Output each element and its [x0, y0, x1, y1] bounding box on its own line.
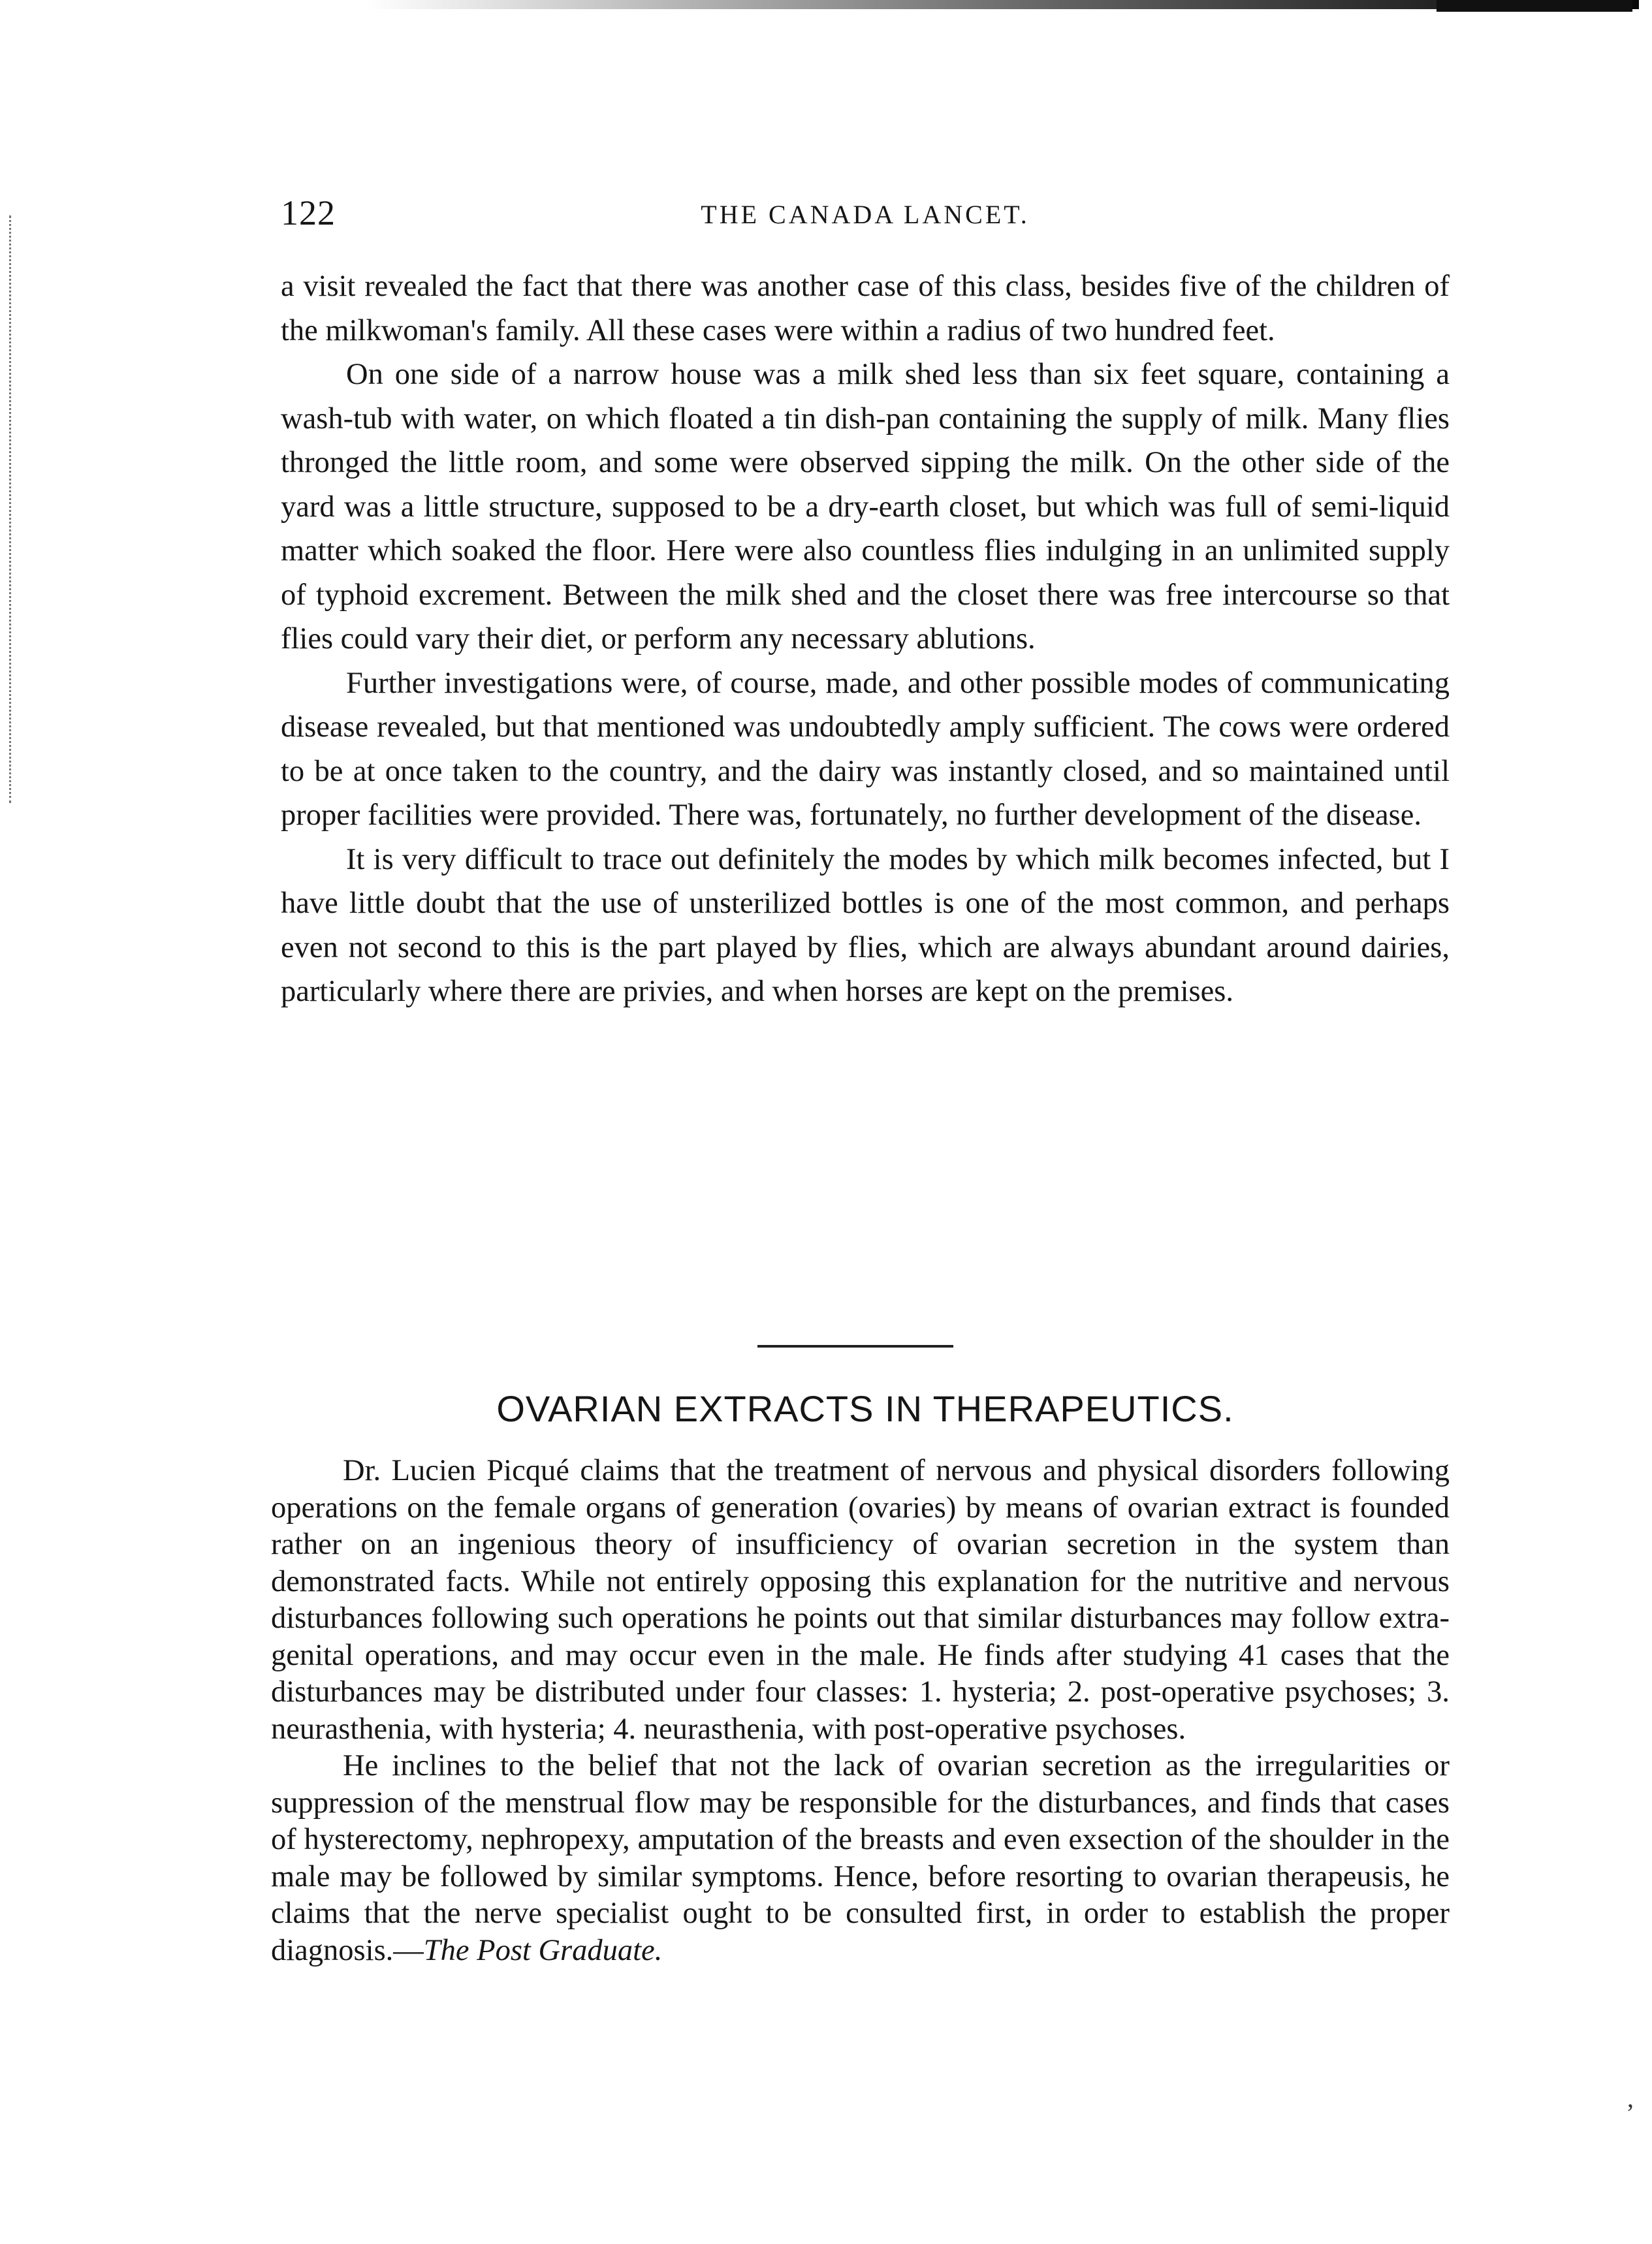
article-title: OVARIAN EXTRACTS IN THERAPEUTICS. [496, 1388, 1234, 1429]
article-ovarian-paragraph-1: Dr. Lucien Picqué claims that the treatment of nervous and physical disorders following operations on the female organs of generation (ovaries) by means of ovarian extract is founded rather on an ingenious theory of insufficiency of ovarian secretion in the system than demonstrated facts. While not entirely opposing this explanation for the nutritive and nervous disturbances following such operations he points out that similar disturbances may follow extra-genital operations, and may occur even in the male. He finds after studying 41 cases that the disturbances may be distributed under four classes: 1. hysteria; 2. post-operative psychoses; 3. neurasthenia, with hysteria; 4. neurasthenia, with post-operative psychoses. [271, 1454, 1450, 1746]
article-ovarian-paragraph-2 [271, 1748, 1450, 1969]
source-citation: The Post Graduate. [423, 1933, 663, 1967]
page-header [281, 193, 1450, 251]
running-head: THE CANADA LANCET. [701, 200, 1030, 229]
article-continued-paragraph-4: It is very difficult to trace out definitely the modes by which milk becomes infected, but I have little doubt that the use of unsterilized bottles is one of the most common, and perhaps even not second to this is the part played by flies, which are always abundant around dairies, particularly where there are privies, and when horses are kept on the premises. [281, 842, 1450, 1008]
margin-stray-mark: ‚ [1626, 2083, 1635, 2113]
article-ovarian-paragraph-2-text: He inclines to the belief that not the lack of ovarian secretion as the irregularities or suppression of the menstrual flow may be responsible for the disturbances, and finds that cases of hysterectomy, nephropexy, amputation of the breasts and even exsection of the shoulder in the male may be followed by similar symptoms. Hence, before resorting to ovarian therapeusis, he claims that the nerve specialist ought to be consulted first, in order to establish the proper diagnosis.— [271, 1749, 1450, 1967]
article-ovarian [271, 1453, 1450, 1969]
section-separator [757, 1345, 953, 1348]
page-number: 122 [281, 193, 336, 232]
article-continued-paragraph-2: On one side of a narrow house was a milk shed less than six feet square, containing a wash-tub with water, on which floated a tin dish-pan containing the supply of milk. Many flies thronged the little room, and some were observed sipping the milk. On the other side of the yard was a little structure, supposed to be a dry-earth closet, but which was full of semi-liquid matter which soaked the floor. Here were also countless flies indulging in an unlimited supply of typhoid excrement. Between the milk shed and the closet there was free intercourse so that flies could vary their diet, or perform any necessary ablutions. [281, 358, 1450, 656]
margin-scan-marks [9, 215, 15, 803]
top-scan-rule-heavy [1437, 0, 1632, 12]
article-continued-paragraph-3: Further investigations were, of course, made, and other possible modes of communicating disease revealed, but that mentioned was undoubtedly amply sufficient. The cows were ordered to be at once taken to the country, and the dairy was instantly closed, and so maintained until proper facilities were provided. There was, fortunately, no further development of the disease. [281, 666, 1450, 832]
article-continued-paragraph-1: a visit revealed the fact that there was another case of this class, besides five of the children of the milkwoman's family. All these cases were within a radius of two hundred feet. [281, 270, 1450, 347]
article-continued [281, 264, 1450, 1014]
